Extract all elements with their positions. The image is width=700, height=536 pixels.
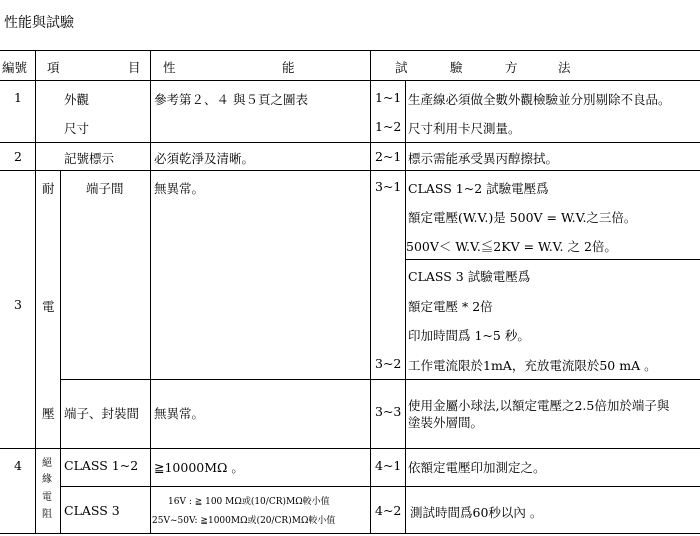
row4-method-2: 測試時間爲60秒以內 。 <box>410 505 543 520</box>
row4-performance-2b: 25V~50V: ≧1000MΩ或(20/CR)MΩ較小值 <box>152 516 336 526</box>
row3-sub-terminal-case: 端子、封裝間 <box>64 406 140 421</box>
row3-inner-divider-b <box>60 379 700 380</box>
row4-inner-divider <box>60 486 700 487</box>
col-line-sub <box>60 170 61 533</box>
row2-item: 記號標示 <box>64 151 115 166</box>
row3-performance-2: 無異常。 <box>154 406 205 421</box>
header-no: 編號 <box>2 60 28 75</box>
row3-sub-terminals: 端子間 <box>86 181 124 196</box>
row1-no: 1 <box>14 90 22 105</box>
header-test-d: 法 <box>558 60 571 75</box>
row-divider-2 <box>0 170 700 171</box>
row2-performance: 必須乾淨及清晰。 <box>154 151 255 166</box>
page-title: 性能與試驗 <box>4 15 74 31</box>
header-test-b: 驗 <box>450 60 463 75</box>
row4-sub-class12: CLASS 1~2 <box>64 458 139 473</box>
row4-performance-2a: 16V : ≧ 100 MΩ或(10/CR)MΩ較小值 <box>168 497 330 507</box>
header-test-c: 方 <box>505 60 518 75</box>
row3-method-line-5: 額定電壓 * 2倍 <box>408 299 493 314</box>
row3-inner-divider-a <box>405 259 700 260</box>
row1-code-1: 1~1 <box>375 90 402 105</box>
row3-method-line-6: 印加時間爲 1~5 秒。 <box>408 328 530 343</box>
row3-method-line-8: 使用金屬小球法,以額定電壓之2.5倍加於端子與 <box>408 398 670 413</box>
row4-code-1: 4~1 <box>375 458 402 473</box>
row4-group-char-1: 絕 <box>42 458 52 469</box>
col-line-no <box>35 50 36 533</box>
row4-group-char-3: 電 <box>42 492 52 503</box>
row3-method-line-7: 工作電流限於1mA，充放電流限於50 mA 。 <box>408 358 657 373</box>
row3-method-line-9: 塗裝外層間。 <box>408 415 484 430</box>
header-item-a: 項 <box>47 60 60 75</box>
row3-code-1: 3~1 <box>375 179 402 194</box>
row2-code: 2~1 <box>375 149 402 164</box>
row3-no: 3 <box>14 297 22 312</box>
row4-method-1: 依額定電壓印加測定之。 <box>408 460 546 475</box>
row4-sub-class3: CLASS 3 <box>64 503 120 518</box>
row2-method: 標示需能承受異丙醇擦拭。 <box>408 151 559 166</box>
header-divider <box>0 80 700 81</box>
header-test-a: 試 <box>395 60 408 75</box>
row4-performance-1: ≧10000MΩ 。 <box>154 460 244 475</box>
col-line-perf <box>370 50 371 533</box>
row3-method-line-2: 額定電壓(W.V.)是 500V = W.V.之三倍。 <box>408 210 637 225</box>
row1-code-2: 1~2 <box>375 119 402 134</box>
row4-no: 4 <box>14 458 22 473</box>
col-line-item <box>150 50 151 533</box>
row3-performance-1: 無異常。 <box>154 181 205 196</box>
row3-group-bot: 壓 <box>42 406 55 421</box>
row1-item-appearance: 外觀 <box>64 92 90 107</box>
row1-item-dimension: 尺寸 <box>64 121 90 136</box>
table-border-top <box>0 50 700 51</box>
header-perf-a: 性 <box>163 60 176 75</box>
header-perf-b: 能 <box>282 60 295 75</box>
row-divider-1 <box>0 142 700 143</box>
row1-performance: 參考第２、４ 與５頁之圖表 <box>154 92 308 107</box>
row2-no: 2 <box>14 149 22 164</box>
row3-method-line-3: 500V＜ W.V.≦2KV = W.V. 之 2倍。 <box>406 239 617 254</box>
row3-code-3: 3~3 <box>375 404 402 419</box>
row4-code-2: 4~2 <box>375 503 402 518</box>
row1-method-2: 尺寸利用卡尺測量。 <box>408 121 521 136</box>
row4-group-char-2: 緣 <box>42 474 52 485</box>
table-border-bottom <box>0 533 700 534</box>
row-divider-3 <box>0 448 700 449</box>
row1-method-1: 生產線必須做全數外觀檢驗並分別剔除不良品。 <box>408 92 671 107</box>
col-line-code <box>405 80 406 533</box>
row3-code-2: 3~2 <box>375 356 402 371</box>
row3-group-mid: 電 <box>42 299 55 314</box>
row3-method-line-1: CLASS 1~2 試驗電壓爲 <box>408 181 549 196</box>
header-item-b: 目 <box>128 60 141 75</box>
row3-group-top: 耐 <box>42 181 55 196</box>
row3-method-line-4: CLASS 3 試驗電壓爲 <box>408 269 531 284</box>
row4-group-char-4: 阻 <box>42 509 52 520</box>
